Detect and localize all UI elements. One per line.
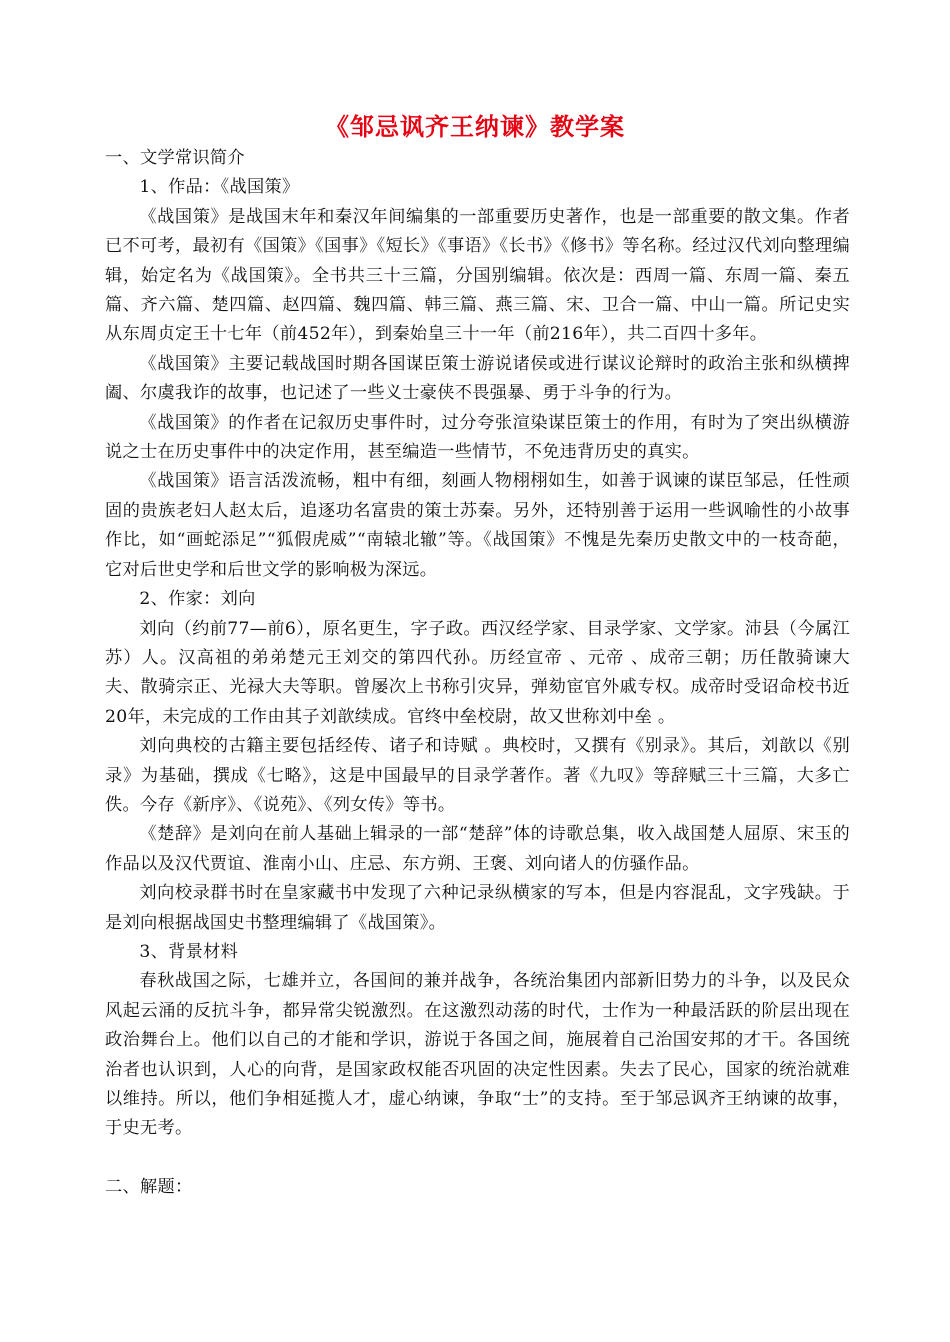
paragraph: 《楚辞》是刘向在前人基础上辑录的一部“楚辞”体的诗歌总集，收入战国楚人屈原、宋玉的作品以及汉代贾谊、淮南小山、庄忌、东方朔、王褒、刘向诸人的仿骚作品。 [105,824,850,874]
paragraph: 刘向典校的古籍主要包括经传、诸子和诗赋 。典校时，又撰有《别录》。其后，刘歆以《别录》为基础，撰成《七略》，这是中国最早的目录学著作。著《九叹》等辞赋三十三篇，大多亡佚。今存《新序》、《说苑》、《列女传》等书。 [105,736,850,815]
section-heading: 二、解题： [105,1177,193,1198]
paragraph: 《战国策》语言活泼流畅，粗中有细，刻画人物栩栩如生，如善于讽谏的谋臣邹忌，任性顽固的贵族老妇人赵太后，追逐功名富贵的策士苏秦。另外，还特别善于运用一些讽喻性的小故事作比，如“画蛇添足”“狐假虎威”“南辕北辙”等。《战国策》不愧是先秦历史散文中的一枝奇葩，它对后世史学和后世文学的影响极为深远。 [105,471,850,580]
paragraph: 1、作品：《战国策》 [139,177,300,198]
paragraph: 《战国策》主要记载战国时期各国谋臣策士游说诸侯或进行谋议论辩时的政治主张和纵横捭阖、尔虞我诈的故事，也记述了一些义士豪侠不畏强暴、勇于斗争的行为。 [105,353,850,404]
paragraph: 3、背景材料 [139,941,239,962]
document-title: 《邹忌讽齐王纳谏》教学案 [325,112,625,141]
paragraph: 刘向（约前77—前6），原名更生，字子政。西汉经学家、目录学家、文学家。沛县（今属江苏）人。汉高祖的弟弟楚元王刘交的第四代孙。历经宣帝 、元帝 、成帝三朝；历任散骑谏大夫、散骑宗正、光禄大夫等职。曾屡次上书称引灾异，弹劾宦官外戚专权。成帝时受诏命校书近20年，未完成的工作由其子刘歆续成。官终中垒校尉，故又世称刘中垒 。 [105,618,850,727]
paragraph: 春秋战国之际，七雄并立，各国间的兼并战争，各统治集团内部新旧势力的斗争，以及民众风起云涌的反抗斗争，都异常尖锐激烈。在这激烈动荡的时代，士作为一种最活跃的阶层出现在政治舞台上。他们以自己的才能和学识，游说于各国之间，施展着自己治国安邦的才干。各国统治者也认识到，人心的向背，是国家政权能否巩固的决定性因素。失去了民心，国家的统治就难以维持。所以，他们争相延揽人才，虚心纳谏，争取“士”的支持。至于邹忌讽齐王纳谏的故事，于史无考。 [105,971,850,1139]
paragraph: 刘向校录群书时在皇家藏书中发现了六种记录纵横家的写本，但是内容混乱，文字残缺。于是刘向根据战国史书整理编辑了《战国策》。 [105,883,850,933]
document-body [105,144,850,1203]
blank-line [105,1144,850,1173]
paragraph: 2、作家：刘向 [139,589,256,610]
paragraph: 《战国策》的作者在记叙历史事件时，过分夸张渲染谋臣策士的作用，有时为了突出纵横游说之士在历史事件中的决定作用，甚至编造一些情节，不免违背历史的真实。 [105,412,850,463]
section-heading: 一、文学常识简介 [105,148,245,168]
paragraph: 《战国策》是战国末年和秦汉年间编集的一部重要历史著作，也是一部重要的散文集。作者已不可考，最初有《国策》《国事》《短长》《事语》《长书》《修书》等名称。经过汉代刘向整理编辑，始定名为《战国策》。全书共三十三篇，分国别编辑。依次是：西周一篇、东周一篇、秦五篇、齐六篇、楚四篇、赵四篇、魏四篇、韩三篇、燕三篇、宋、卫合一篇、中山一篇。所记史实从东周贞定王十七年（前452年），到秦始皇三十一年（前216年），共二百四十多年。 [105,206,850,345]
